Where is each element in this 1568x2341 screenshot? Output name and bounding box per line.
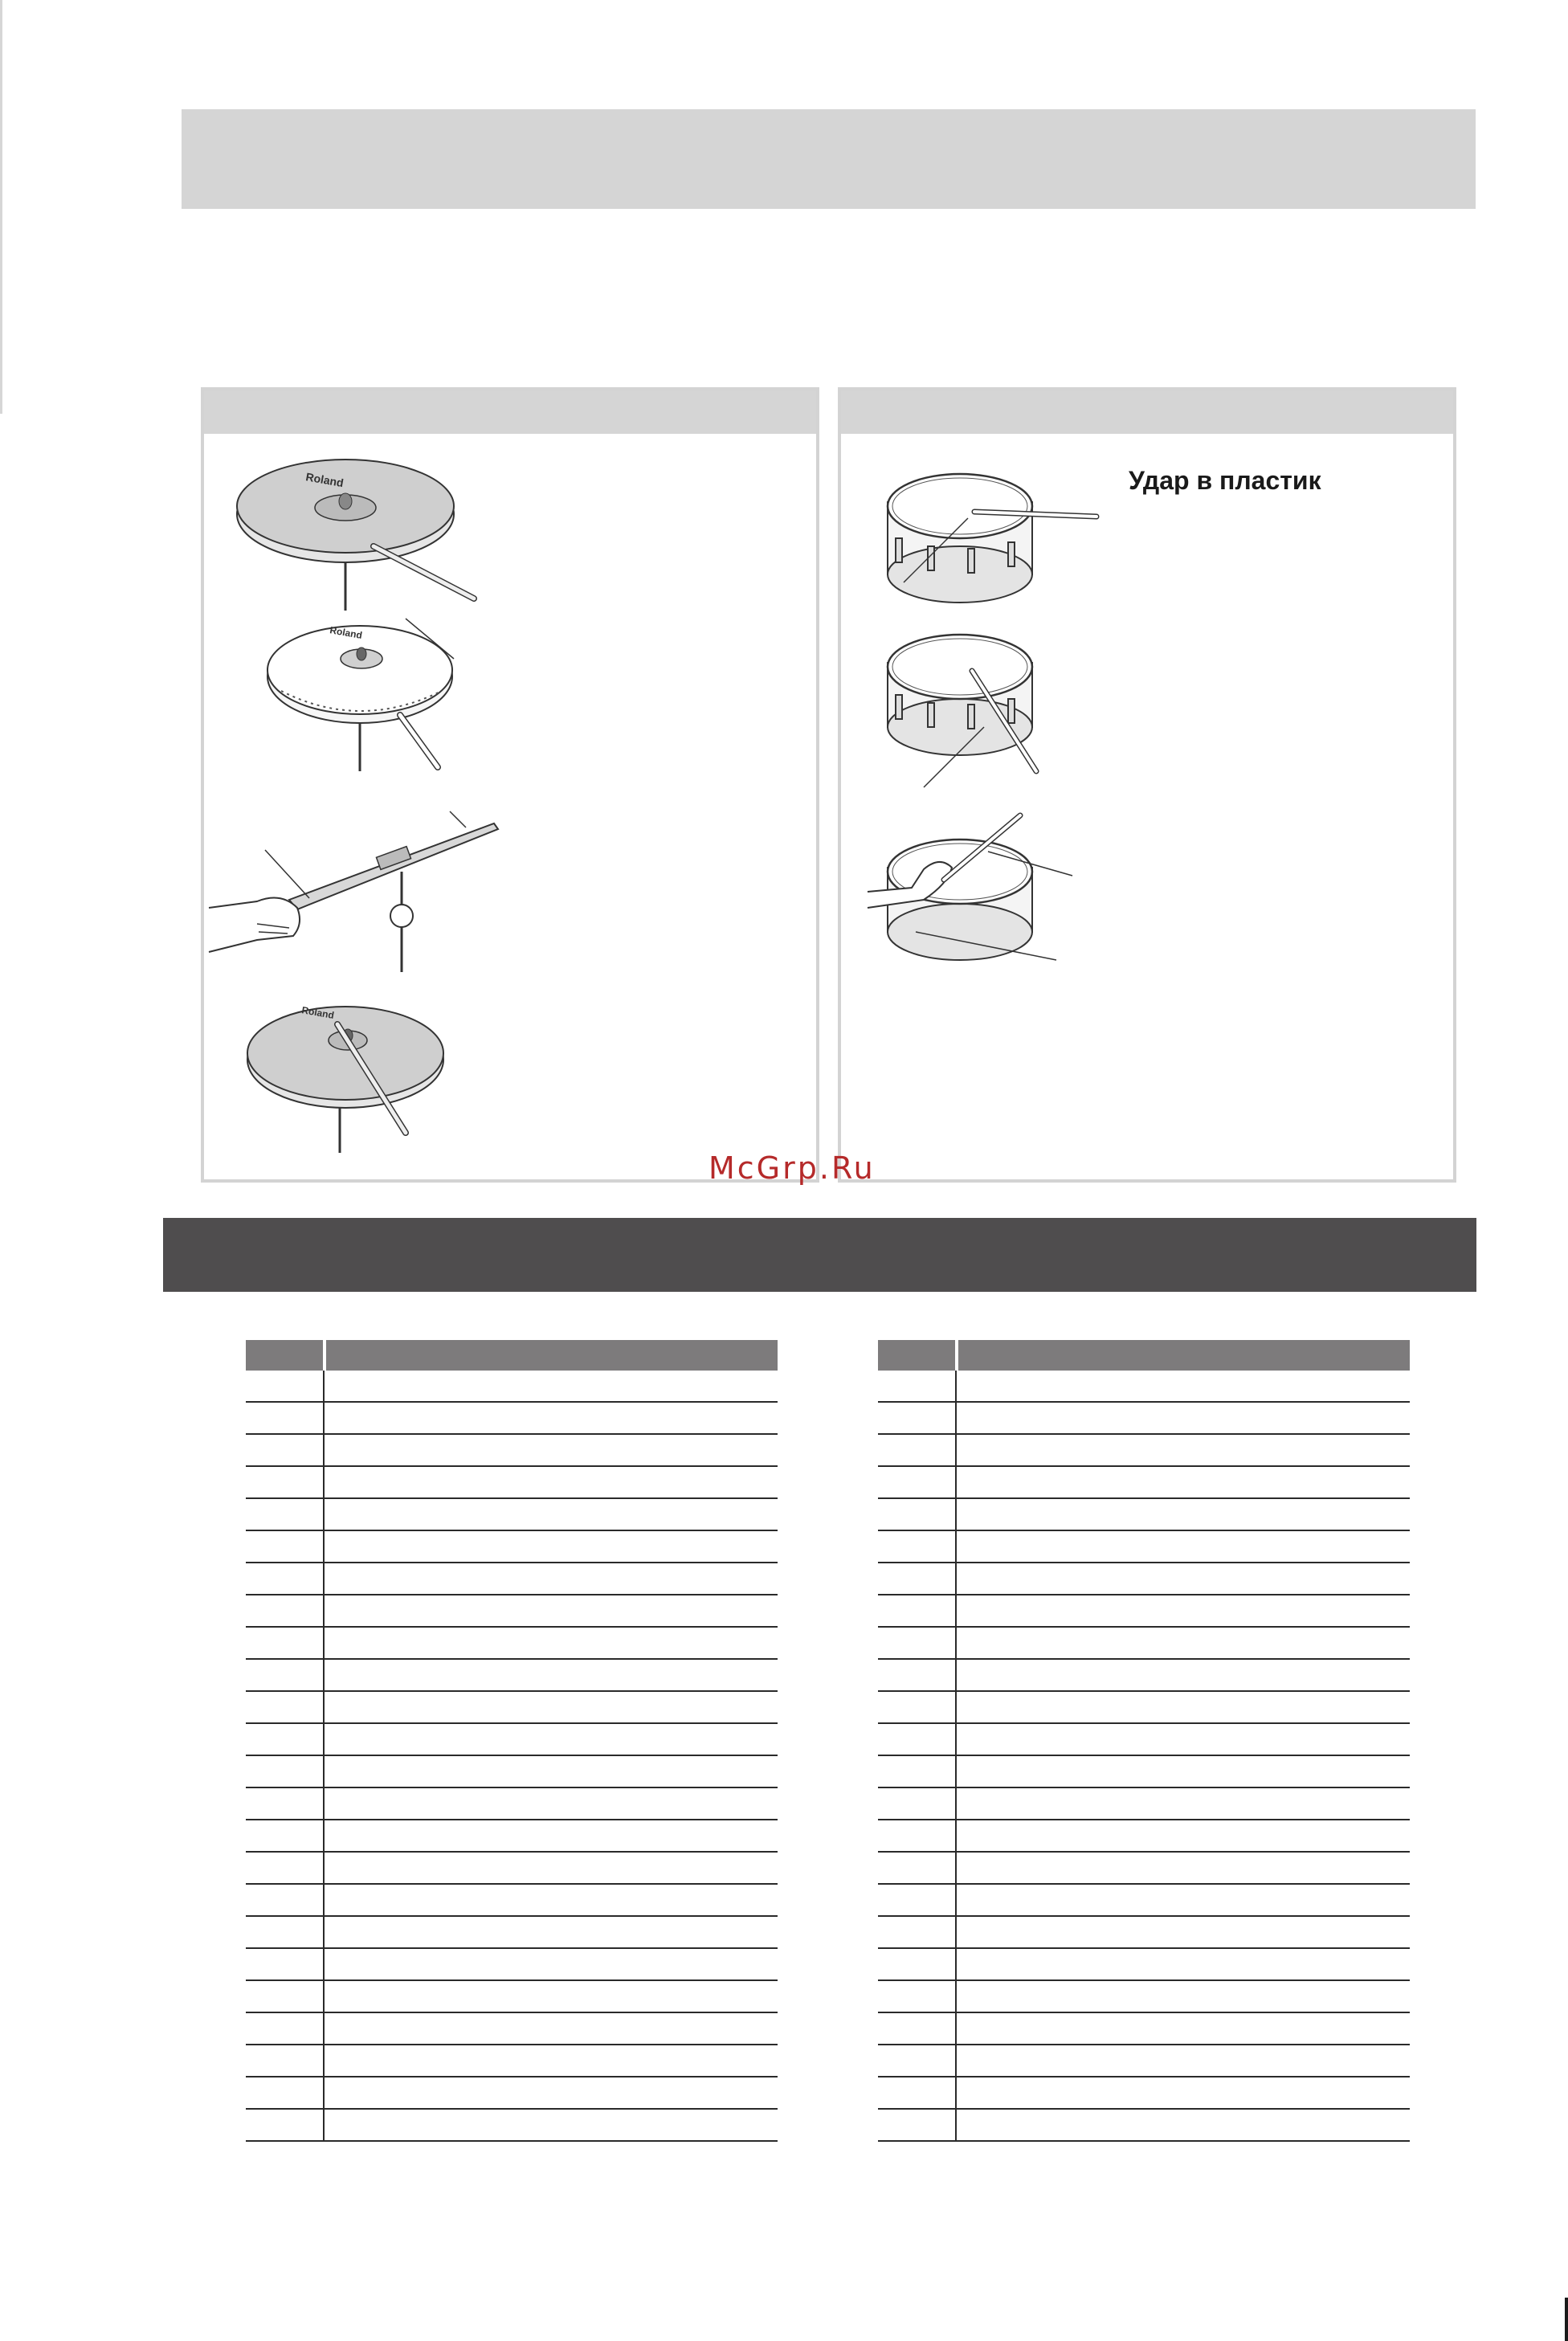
table-cell-name: [325, 1403, 778, 1433]
snare-rim-shot-illustration: [880, 623, 1056, 799]
table-row: [246, 1949, 778, 1981]
table-cell-name: [325, 1917, 778, 1947]
table-cell-name: [957, 1692, 1410, 1722]
table-cell-name: [325, 1949, 778, 1979]
roland-logo-3: Roland: [300, 1004, 335, 1022]
table-cell-number: [878, 1403, 957, 1433]
table-cell-name: [325, 1371, 778, 1401]
table-row: [878, 1820, 1410, 1853]
table-cell-number: [246, 1724, 325, 1755]
table-cell-name: [957, 1563, 1410, 1594]
table-cell-name: [325, 1563, 778, 1594]
table-cell-name: [957, 1981, 1410, 2012]
table-row: [878, 1692, 1410, 1724]
table-cell-number: [878, 1467, 957, 1497]
table-row: [878, 1724, 1410, 1756]
table-cell-number: [246, 1853, 325, 1883]
table-row: [246, 1820, 778, 1853]
table-cell-number: [878, 1756, 957, 1787]
table-row: [246, 1595, 778, 1628]
left-table-body: [246, 1371, 778, 2142]
table-row: [246, 1660, 778, 1692]
table-row: [246, 1724, 778, 1756]
table-row: [246, 1499, 778, 1531]
table-cell-name: [957, 2045, 1410, 2076]
table-cell-number: [246, 1756, 325, 1787]
table-row: [878, 1660, 1410, 1692]
table-cell-name: [325, 1788, 778, 1819]
table-row: [246, 1788, 778, 1820]
table-cell-name: [325, 1660, 778, 1690]
table-cell-name: [957, 1724, 1410, 1755]
table-cell-name: [957, 1917, 1410, 1947]
strike-head-label: Удар в пластик: [1129, 466, 1321, 495]
table-cell-name: [957, 2013, 1410, 2044]
table-cell-number: [246, 2110, 325, 2140]
table-row: [246, 1467, 778, 1499]
right-table-body: [878, 1371, 1410, 2142]
table-row: [878, 1885, 1410, 1917]
table-cell-number: [246, 1981, 325, 2012]
cymbal-panel-header: [204, 390, 816, 434]
table-row: [246, 1531, 778, 1563]
table-cell-name: [957, 2077, 1410, 2108]
table-row: [878, 1917, 1410, 1949]
table-cell-name: [325, 1756, 778, 1787]
table-cell-name: [325, 1467, 778, 1497]
table-cell-number: [878, 1499, 957, 1530]
table-cell-name: [325, 1981, 778, 2012]
table-cell-number: [246, 1917, 325, 1947]
table-cell-number: [878, 2077, 957, 2108]
snare-panel-header: [841, 390, 1453, 434]
table-cell-name: [325, 2077, 778, 2108]
table-row: [878, 2013, 1410, 2045]
table-cell-number: [246, 1788, 325, 1819]
snare-head-strike-illustration: [880, 462, 1105, 607]
table-row: [246, 2110, 778, 2142]
table-cell-name: [957, 2110, 1410, 2140]
table-row: [878, 1595, 1410, 1628]
table-row: [878, 1563, 1410, 1595]
table-cell-number: [246, 1563, 325, 1594]
table-cell-name: [957, 1628, 1410, 1658]
table-row: [878, 2077, 1410, 2110]
table-cell-number: [878, 1435, 957, 1465]
table-cell-number: [878, 1853, 957, 1883]
table-cell-number: [878, 1724, 957, 1755]
table-row: [246, 2077, 778, 2110]
table-cell-number: [246, 1628, 325, 1658]
table-row: [878, 1788, 1410, 1820]
table-cell-number: [246, 1692, 325, 1722]
table-cell-name: [957, 1531, 1410, 1562]
table-cell-number: [878, 1885, 957, 1915]
table-cell-number: [246, 1595, 325, 1626]
table-cell-number: [246, 1435, 325, 1465]
table-row: [878, 1756, 1410, 1788]
table-row: [246, 1628, 778, 1660]
table-row: [246, 1692, 778, 1724]
table-row: [878, 1499, 1410, 1531]
table-cell-name: [957, 1371, 1410, 1401]
table-cell-number: [246, 2013, 325, 2044]
table-cell-number: [878, 1628, 957, 1658]
table-cell-number: [878, 1788, 957, 1819]
table-row: [878, 2045, 1410, 2077]
table-row: [246, 1403, 778, 1435]
table-cell-number: [246, 1467, 325, 1497]
table-cell-number: [878, 1563, 957, 1594]
table-row: [246, 2045, 778, 2077]
table-cell-name: [957, 1820, 1410, 1851]
table-cell-name: [957, 1853, 1410, 1883]
table-cell-number: [878, 1949, 957, 1979]
cymbal-choke-illustration: [209, 811, 506, 980]
table-cell-name: [325, 1885, 778, 1915]
table-cell-number: [878, 1371, 957, 1401]
table-cell-name: [957, 1435, 1410, 1465]
table-cell-number: [878, 1595, 957, 1626]
table-row: [246, 1756, 778, 1788]
table-cell-name: [957, 1499, 1410, 1530]
table-row: [878, 1949, 1410, 1981]
page-edge-line: [0, 0, 2, 414]
cymbal-bell-strike-illustration: [245, 992, 454, 1153]
table-cell-name: [325, 1692, 778, 1722]
watermark-text: McGrp.Ru: [708, 1150, 876, 1186]
table-cell-number: [878, 1917, 957, 1947]
table-cell-name: [957, 1467, 1410, 1497]
table-cell-number: [246, 2077, 325, 2108]
table-cell-number: [878, 1820, 957, 1851]
right-table: [878, 1340, 1410, 2142]
table-cell-name: [325, 1628, 778, 1658]
table-row: [246, 2013, 778, 2045]
table-row: [246, 1885, 778, 1917]
table-cell-name: [325, 1820, 778, 1851]
table-cell-name: [957, 1660, 1410, 1690]
table-cell-name: [957, 1403, 1410, 1433]
table-cell-name: [957, 1949, 1410, 1979]
table-cell-number: [878, 1531, 957, 1562]
table-cell-name: [957, 1595, 1410, 1626]
table-cell-number: [246, 2045, 325, 2076]
table-cell-name: [325, 1724, 778, 1755]
left-table: [246, 1340, 778, 2142]
left-table-header: [246, 1340, 778, 1371]
table-row: [878, 1531, 1410, 1563]
snare-cross-stick-illustration: [868, 811, 1076, 1004]
table-cell-name: [957, 1788, 1410, 1819]
right-table-header: [878, 1340, 1410, 1371]
table-cell-number: [246, 1531, 325, 1562]
table-cell-name: [325, 1531, 778, 1562]
table-cell-name: [957, 1756, 1410, 1787]
table-row: [246, 1981, 778, 2013]
table-row: [878, 1981, 1410, 2013]
table-cell-name: [325, 1595, 778, 1626]
table-cell-name: [325, 1435, 778, 1465]
roland-logo: Roland: [304, 470, 345, 490]
table-cell-name: [325, 1853, 778, 1883]
table-cell-number: [878, 1660, 957, 1690]
table-cell-number: [878, 1981, 957, 2012]
table-cell-number: [878, 2045, 957, 2076]
table-row: [246, 1853, 778, 1885]
top-banner: [182, 109, 1476, 209]
table-row: [878, 1371, 1410, 1403]
section-header-bar: [163, 1218, 1476, 1292]
cymbal-edge-strike-illustration: [265, 611, 474, 771]
table-cell-number: [246, 1403, 325, 1433]
table-row: [878, 1467, 1410, 1499]
table-row: [246, 1563, 778, 1595]
table-cell-number: [878, 2110, 957, 2140]
table-row: [878, 1435, 1410, 1467]
table-cell-name: [957, 1885, 1410, 1915]
table-cell-number: [246, 1949, 325, 1979]
table-cell-number: [246, 1885, 325, 1915]
table-cell-number: [878, 2013, 957, 2044]
page-edge-tab: [1565, 2298, 1568, 2341]
roland-logo-2: Roland: [329, 624, 363, 642]
table-row: [878, 1628, 1410, 1660]
table-cell-number: [246, 1660, 325, 1690]
table-row: [246, 1917, 778, 1949]
table-cell-number: [878, 1692, 957, 1722]
table-cell-name: [325, 2013, 778, 2044]
table-row: [246, 1435, 778, 1467]
table-cell-name: [325, 2110, 778, 2140]
table-cell-number: [246, 1371, 325, 1401]
table-row: [878, 1403, 1410, 1435]
cymbal-bow-strike-illustration: [233, 450, 498, 611]
table-row: [246, 1371, 778, 1403]
table-cell-number: [246, 1499, 325, 1530]
table-cell-name: [325, 2045, 778, 2076]
table-row: [878, 1853, 1410, 1885]
table-cell-name: [325, 1499, 778, 1530]
table-cell-number: [246, 1820, 325, 1851]
table-row: [878, 2110, 1410, 2142]
